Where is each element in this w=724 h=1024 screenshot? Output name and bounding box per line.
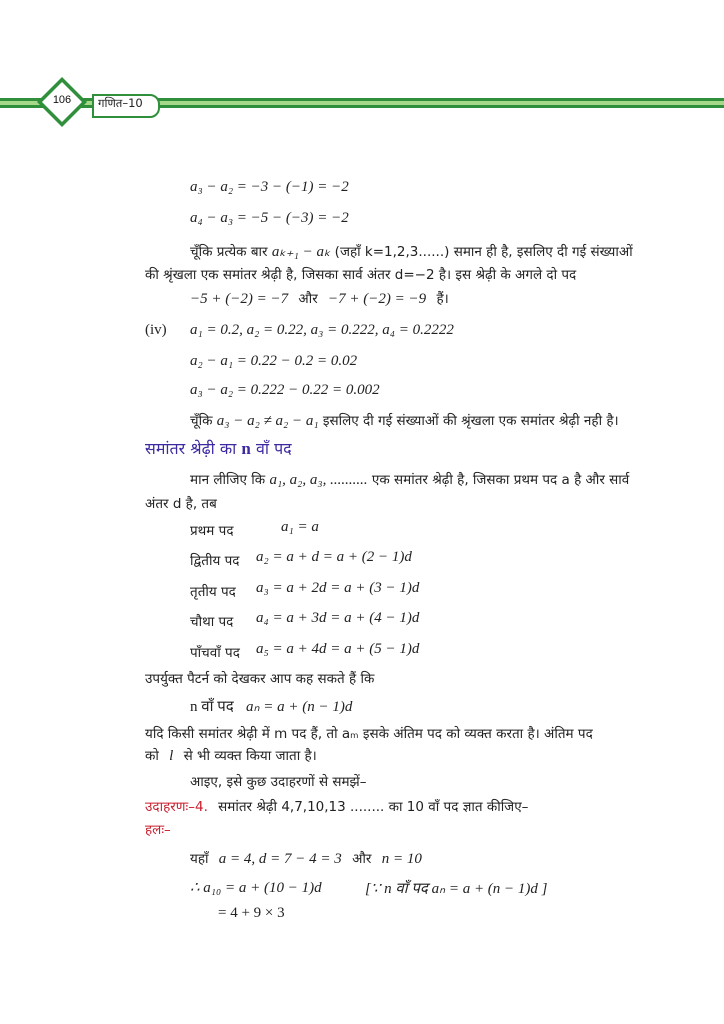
next-terms-line (190, 289, 449, 308)
paragraph-line: आइए, इसे कुछ उदाहरणों से समझें– (190, 774, 367, 790)
conclusion-line (190, 411, 619, 430)
example-label: उदाहरणः–4. (145, 799, 208, 815)
equation-sequence: a₁ = 0.2, a₂ = 0.22, a₃ = 0.222, a₄ = 0.2222 (190, 322, 454, 338)
text: और (298, 291, 318, 307)
term-expression: a₁ = a (281, 519, 319, 535)
term-expression: a₂ = a + d = a + (2 − 1)d (256, 549, 412, 565)
paragraph-line: की श्रृंखला एक समांतर श्रेढ़ी है, जिसका सार्व अंतर d=−2 है। इस श्रेढ़ी के अगले दो पद (145, 267, 577, 283)
paragraph-line: यदि किसी समांतर श्रेढ़ी में m पद हैं, तो aₘ इसके अंतिम पद को व्यक्त करता है। अंतिम पद (145, 726, 593, 742)
heading-variable: n (241, 439, 251, 458)
paragraph-line: उपर्युक्त पैटर्न को देखकर आप कह सकते हैं कि (145, 671, 375, 687)
heading-text: वाँ पद (255, 439, 292, 458)
paragraph-line (190, 470, 629, 489)
text: से भी व्यक्त किया जाता है। (183, 748, 317, 764)
equation-difference: a₂ − a₁ = 0.22 − 0.2 = 0.02 (190, 353, 358, 369)
text: n वाँ पद (190, 699, 234, 715)
example-line (145, 797, 528, 815)
text: एक समांतर श्रेढ़ी है, जिसका प्रथम पद a है और सार्व (371, 472, 630, 488)
math-expression: −7 + (−2) = −9 (328, 291, 427, 307)
given-values-line (190, 849, 422, 868)
page-number: 106 (52, 94, 72, 106)
text: चूँकि (190, 413, 213, 429)
term-label: चौथा पद (190, 614, 234, 630)
math-expression: a₃ − a₂ ≠ a₂ − a₁ (216, 413, 319, 429)
formula-reason: [∵ n वाँ पद aₙ = a + (n − 1)d ] (365, 881, 548, 897)
term-label: तृतीय पद (190, 584, 236, 600)
term-label: द्वितीय पद (190, 553, 240, 569)
equation-a3-a2: a₃ − a₂ = −3 − (−1) = −2 (190, 179, 349, 195)
text: और (352, 851, 372, 867)
paragraph-line: अंतर d है, तब (145, 496, 217, 512)
term-expression: a₃ = a + 2d = a + (3 − 1)d (256, 580, 420, 596)
solution-label: हलः– (145, 822, 171, 838)
text: हैं। (436, 291, 449, 307)
heading-text: समांतर श्रेढ़ी का (145, 439, 237, 458)
item-label: (iv) (145, 322, 167, 338)
math-expression: a₁, a₂, a₃, .......... (269, 472, 368, 488)
math-expression: aₙ = a + (n − 1)d (246, 699, 353, 715)
term-label: प्रथम पद (190, 523, 234, 539)
text: मान लीजिए कि (190, 472, 266, 488)
equation-a4-a3: a₄ − a₃ = −5 − (−3) = −2 (190, 210, 349, 226)
equation-a10: ∴ a₁₀ = a + (10 − 1)d (190, 880, 322, 896)
text: को (145, 748, 159, 764)
paragraph-line (145, 746, 317, 765)
equation-step: = 4 + 9 × 3 (218, 905, 285, 921)
math-expression: aₖ₊₁ − aₖ (271, 244, 331, 260)
term-expression: a₅ = a + 4d = a + (5 − 1)d (256, 641, 420, 657)
math-expression: a = 4, d = 7 − 4 = 3 (218, 851, 342, 867)
nth-term-formula (190, 696, 352, 716)
math-expression: n = 10 (381, 851, 422, 867)
equation-difference: a₃ − a₂ = 0.222 − 0.22 = 0.002 (190, 382, 380, 398)
example-text: समांतर श्रेढ़ी 4,7,10,13 ........ का 10 वाँ पद ज्ञात कीजिए– (218, 799, 529, 815)
text: यहाँ (190, 851, 209, 867)
text: (जहाँ k=1,2,3......) समान ही है, इसलिए दी गई संख्याओं (334, 244, 633, 260)
section-heading (145, 437, 292, 459)
math-variable: l (169, 748, 174, 764)
text: चूँकि प्रत्येक बार (190, 244, 268, 260)
math-expression: −5 + (−2) = −7 (190, 291, 289, 307)
text: इसलिए दी गई संख्याओं की श्रृंखला एक समांतर श्रेढ़ी नही है। (322, 413, 619, 429)
term-expression: a₄ = a + 3d = a + (4 − 1)d (256, 610, 420, 626)
paragraph-line (190, 242, 633, 261)
book-title: गणित–10 (98, 96, 143, 110)
term-label: पाँचवाँ पद (190, 645, 240, 661)
